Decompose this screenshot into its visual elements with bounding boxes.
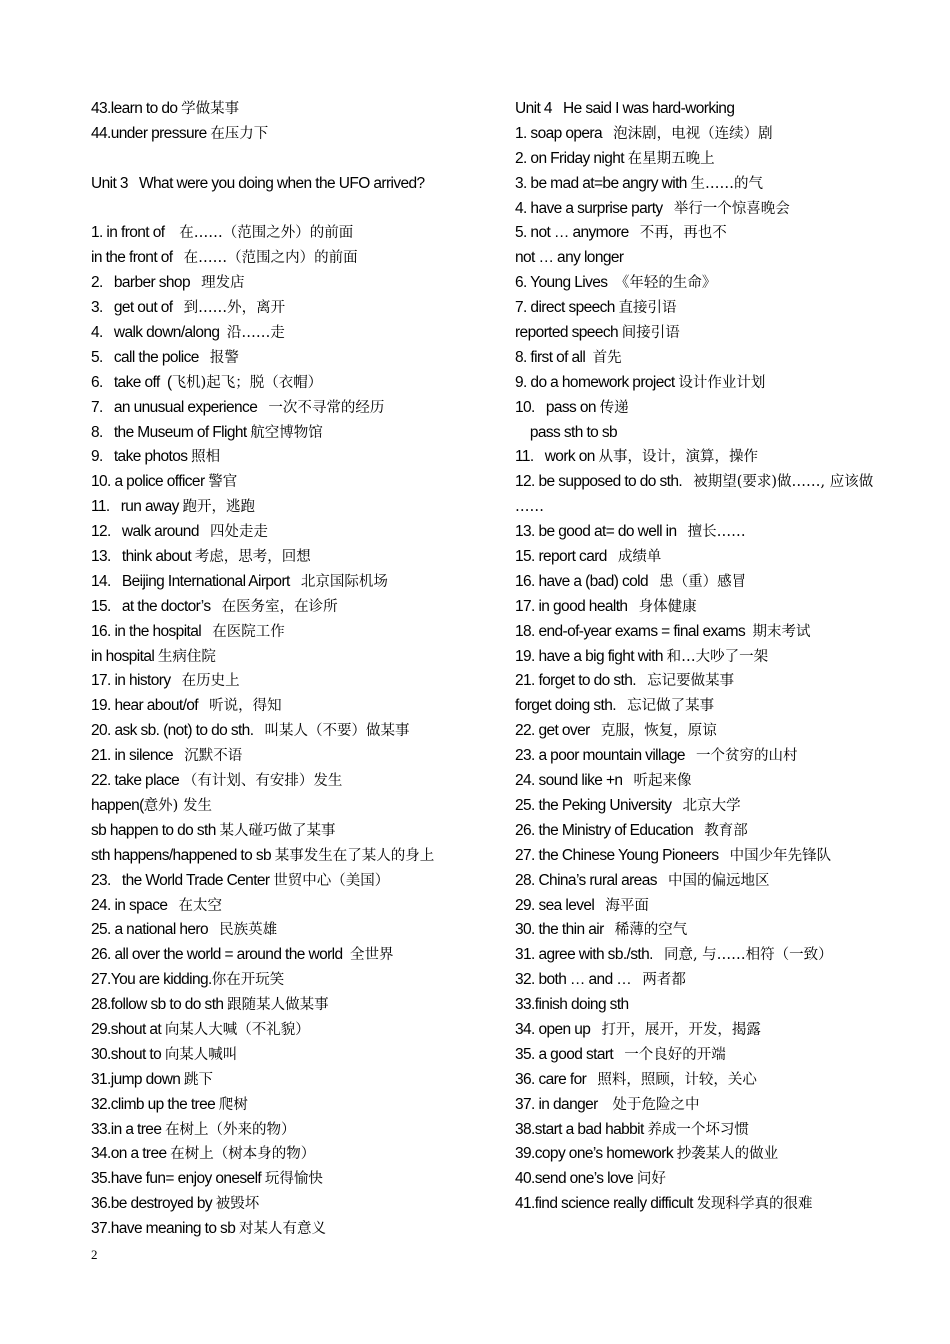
chinese-meaning: 北京大学 — [682, 797, 741, 814]
chinese-meaning: 一个良好的开端 — [624, 1046, 726, 1063]
chinese-meaning: 一次不寻常的经历 — [268, 399, 385, 416]
english-phrase: 30.shout to — [91, 1045, 165, 1063]
chinese-meaning: 生病住院 — [157, 648, 216, 665]
english-phrase: 2. barber shop — [91, 274, 202, 292]
chinese-meaning: 成绩单 — [617, 549, 662, 566]
chinese-meaning: 听起来像 — [633, 773, 692, 790]
english-phrase: 32.climb up the tree — [91, 1095, 219, 1113]
chinese-meaning: 直接引语 — [618, 300, 677, 317]
english-phrase: Unit 3 What were you doing when the UFO arrived? — [91, 174, 425, 192]
english-phrase: 6. Young Lives — [515, 274, 615, 292]
vocab-line — [91, 396, 491, 421]
chinese-meaning: 某事发生在了某人的身上 — [274, 847, 435, 864]
chinese-meaning: 照相 — [191, 449, 221, 466]
vocab-line — [91, 122, 491, 147]
vocab-line — [515, 1192, 915, 1217]
english-phrase: 24. sound like +n — [515, 772, 634, 790]
chinese-meaning: 爬树 — [218, 1096, 248, 1113]
vocab-line — [515, 894, 915, 919]
chinese-meaning: 中国的偏远地区 — [667, 872, 770, 889]
vocab-line — [91, 694, 491, 719]
english-phrase: 37. in danger — [515, 1095, 613, 1113]
vocab-line — [91, 271, 491, 296]
english-phrase: 16. have a (bad) cold — [515, 572, 660, 590]
vocab-line — [91, 744, 491, 769]
vocab-line — [91, 445, 491, 470]
english-phrase: 11. run away — [91, 498, 183, 516]
english-phrase: 38.start a bad habbit — [515, 1120, 648, 1138]
vocab-line — [515, 470, 915, 495]
chinese-meaning: 在树上（外来的物） — [165, 1121, 296, 1138]
english-phrase: 31. agree with sb./sth. — [515, 946, 664, 964]
english-phrase: 21. forget to do sth. — [515, 672, 648, 690]
vocab-line — [515, 197, 915, 222]
vocab-line — [91, 645, 491, 670]
english-phrase: 5. call the police — [91, 348, 210, 366]
vocab-line — [91, 844, 491, 869]
english-phrase: 39.copy one’s homework — [515, 1145, 677, 1163]
english-phrase: 17. in history — [91, 672, 182, 690]
vocab-line — [91, 894, 491, 919]
english-phrase: Unit 4 He said I was hard-working — [515, 100, 735, 117]
vocab-line — [91, 197, 491, 222]
vocab-line — [515, 943, 915, 968]
english-phrase: 10. a police officer — [91, 473, 209, 491]
vocab-line — [515, 1118, 915, 1143]
english-phrase: 36.be destroyed by — [91, 1195, 216, 1213]
vocab-line — [515, 495, 915, 520]
chinese-meaning: 警官 — [208, 474, 238, 491]
vocab-line — [515, 1018, 915, 1043]
vocab-line — [91, 869, 491, 894]
english-phrase: 33.finish doing sth — [515, 996, 629, 1014]
chinese-meaning: 对某人有意义 — [238, 1221, 326, 1238]
vocab-line — [91, 1192, 491, 1217]
chinese-meaning: 举行一个惊喜晚会 — [673, 200, 790, 217]
vocab-line — [91, 595, 491, 620]
english-phrase: 31.jump down — [91, 1070, 185, 1088]
chinese-meaning: 世贸中心（美国） — [273, 872, 390, 889]
vocab-line — [515, 147, 915, 172]
vocab-line — [515, 1167, 915, 1192]
chinese-meaning: 首先 — [592, 349, 622, 366]
vocab-line — [91, 346, 491, 371]
chinese-meaning: 被毁坏 — [215, 1196, 260, 1213]
chinese-meaning: 在压力下 — [210, 125, 269, 142]
english-phrase: 20. ask sb. (not) to do sth. — [91, 722, 265, 740]
chinese-meaning: 发现科学真的很难 — [696, 1196, 813, 1213]
chinese-meaning: 身体健康 — [638, 598, 697, 615]
vocab-line — [91, 993, 491, 1018]
chinese-meaning: 海平面 — [605, 897, 649, 914]
vocab-line — [91, 719, 491, 744]
english-phrase: 3. get out of — [91, 299, 184, 317]
english-phrase: 15. at the doctor’s — [91, 597, 222, 615]
vocab-line — [515, 794, 915, 819]
vocab-line — [515, 1142, 915, 1167]
chinese-meaning: 在医院工作 — [212, 623, 285, 640]
vocab-line — [515, 296, 915, 321]
vocab-line — [91, 495, 491, 520]
vocab-line — [515, 620, 915, 645]
chinese-meaning: 叫某人（不要）做某事 — [264, 723, 410, 740]
chinese-meaning: 在树上（树本身的物） — [170, 1146, 316, 1163]
chinese-meaning: 全世界 — [349, 947, 394, 964]
vocab-line — [91, 1068, 491, 1093]
english-phrase: 4. have a surprise party — [515, 199, 674, 217]
english-phrase: forget doing sth. — [515, 697, 628, 715]
chinese-meaning: 和…大吵了一架 — [666, 648, 769, 665]
english-phrase: 34. open up — [515, 1020, 602, 1038]
english-phrase: 35.have fun= enjoy oneself — [91, 1170, 265, 1188]
chinese-meaning: 擅长…… — [687, 524, 746, 541]
vocab-line — [91, 1142, 491, 1167]
vocab-line — [91, 470, 491, 495]
vocab-line — [515, 545, 915, 570]
vocab-line — [91, 545, 491, 570]
chinese-meaning: 《年轻的生命》 — [614, 275, 717, 292]
chinese-meaning: 飞机)起飞；脱（衣帽） — [171, 374, 323, 391]
chinese-meaning: 跑开，逃跑 — [182, 499, 256, 516]
chinese-meaning: 航空博物馆 — [250, 424, 323, 441]
english-phrase: 24. in space — [91, 896, 179, 914]
chinese-meaning: 跳下 — [184, 1071, 214, 1088]
vocab-line — [515, 221, 915, 246]
vocab-line — [515, 819, 915, 844]
english-phrase: happen( — [91, 796, 144, 814]
vocab-line — [91, 1217, 491, 1242]
chinese-meaning: 忘记做了某事 — [627, 698, 715, 715]
chinese-meaning: 问好 — [636, 1171, 666, 1188]
english-phrase: 29. sea level — [515, 896, 606, 914]
english-phrase: 8. first of all — [515, 348, 593, 366]
english-phrase: 5. not … anymore — [515, 224, 640, 242]
vocab-line — [515, 346, 915, 371]
chinese-meaning: 到……外，离开 — [183, 300, 286, 317]
vocab-line — [515, 1043, 915, 1068]
english-phrase: 13. think about — [91, 548, 195, 566]
vocab-line — [515, 918, 915, 943]
english-phrase: 9. take photos — [91, 448, 192, 466]
chinese-meaning: 传递 — [599, 399, 629, 416]
vocab-line — [91, 819, 491, 844]
chinese-meaning: 不再，再也不 — [639, 225, 727, 242]
chinese-meaning: 向某人喊叫 — [164, 1046, 238, 1063]
vocab-line — [515, 769, 915, 794]
vocab-line — [91, 1167, 491, 1192]
english-phrase: 41.find science really difficult — [515, 1195, 697, 1213]
english-phrase: 15. report card — [515, 548, 618, 566]
english-phrase: 14. Beijing International Airport — [91, 572, 301, 590]
chinese-meaning: 在太空 — [178, 897, 223, 914]
vocab-line — [91, 570, 491, 595]
english-phrase: 1. soap opera — [515, 124, 614, 142]
vocab-line — [91, 769, 491, 794]
chinese-meaning: 设计作业计划 — [678, 374, 766, 391]
vocab-line — [515, 396, 915, 421]
vocab-line — [91, 1093, 491, 1118]
chinese-meaning: 报警 — [209, 349, 239, 366]
chinese-meaning: 北京国际机场 — [300, 573, 388, 590]
chinese-meaning: 在医务室，在诊所 — [221, 598, 338, 615]
english-phrase: 40.send one’s love — [515, 1170, 637, 1188]
english-phrase: pass sth to sb — [515, 423, 618, 441]
right-column — [515, 97, 915, 1217]
english-phrase: 12. walk around — [91, 523, 210, 541]
vocab-line — [91, 918, 491, 943]
vocab-line — [515, 744, 915, 769]
chinese-meaning: 克服，恢复，原谅 — [600, 723, 717, 740]
vocab-line — [515, 371, 915, 396]
english-phrase: reported speech — [515, 324, 622, 342]
chinese-meaning: 在历史上 — [181, 673, 240, 690]
vocab-line — [515, 694, 915, 719]
chinese-meaning: 某人碰巧做了某事 — [219, 822, 336, 839]
chinese-meaning: 民族英雄 — [219, 922, 278, 939]
chinese-meaning: 一个贫穷的山村 — [696, 748, 798, 765]
vocab-line — [91, 371, 491, 396]
chinese-meaning: 沿……走 — [226, 325, 285, 342]
english-phrase: 28.follow sb to do sth — [91, 996, 228, 1014]
english-phrase: sb happen to do sth — [91, 821, 220, 839]
english-phrase: 12. be supposed to do sth. — [515, 473, 694, 491]
english-phrase: 26. all over the world = around the world — [91, 946, 350, 964]
english-phrase: 22. take place — [91, 772, 183, 790]
chinese-meaning: 稀薄的空气 — [614, 922, 688, 939]
english-phrase: 7. an unusual experience — [91, 398, 269, 416]
vocab-line — [515, 1093, 915, 1118]
english-phrase: 25. the Peking University — [515, 796, 683, 814]
vocab-line — [91, 968, 491, 993]
english-phrase: 4. walk down/along — [91, 324, 227, 342]
chinese-meaning: 你在开玩笑 — [211, 972, 285, 989]
vocab-line — [515, 172, 915, 197]
english-phrase: not … any longer — [515, 249, 624, 267]
vocab-line — [91, 296, 491, 321]
vocab-line — [515, 968, 915, 993]
chinese-meaning: 向某人大喊（不礼貌） — [164, 1021, 310, 1038]
vocab-line — [515, 246, 915, 271]
chinese-meaning: 跟随某人做某事 — [227, 997, 329, 1014]
chinese-meaning: 患（重）感冒 — [659, 573, 747, 590]
vocab-line — [91, 943, 491, 968]
english-phrase: 11. work on — [515, 448, 599, 466]
english-phrase: 22. get over — [515, 722, 601, 740]
vocab-line — [91, 620, 491, 645]
vocab-line — [91, 1043, 491, 1068]
chinese-meaning: 打开，展开，开发，揭露 — [601, 1021, 761, 1038]
chinese-meaning: 在……（范围之外）的前面 — [179, 225, 354, 242]
chinese-meaning: 中国少年先锋队 — [729, 847, 832, 864]
english-phrase: 9. do a homework project — [515, 373, 679, 391]
english-phrase: 10. pass on — [515, 398, 600, 416]
english-phrase: 19. hear about/of — [91, 697, 210, 715]
vocab-line — [91, 669, 491, 694]
chinese-meaning: 理发店 — [201, 275, 245, 292]
vocab-line — [91, 421, 491, 446]
chinese-meaning: 间接引语 — [621, 325, 680, 342]
english-phrase: 23. the World Trade Center — [91, 871, 274, 889]
chinese-meaning: 抄袭某人的做业 — [676, 1146, 779, 1163]
chinese-meaning: 忘记要做某事 — [647, 673, 735, 690]
english-phrase: 43.learn to do — [91, 100, 182, 117]
vocab-line — [91, 1018, 491, 1043]
vocab-line — [91, 97, 491, 122]
chinese-meaning: 被期望(要求)做……, 应该做 — [693, 474, 874, 491]
left-column — [91, 97, 491, 1242]
vocab-line — [91, 520, 491, 545]
english-phrase: sth happens/happened to sb — [91, 846, 275, 864]
chinese-meaning: 两者都 — [642, 972, 686, 989]
chinese-meaning: 考虑，思考，回想 — [194, 549, 311, 566]
english-phrase: in the front of — [91, 249, 184, 267]
vocab-line — [515, 669, 915, 694]
vocab-line — [515, 122, 915, 147]
vocab-line — [515, 97, 915, 122]
vocab-line — [515, 520, 915, 545]
english-phrase: 2. on Friday night — [515, 149, 628, 167]
english-phrase: 1. in front of — [91, 224, 180, 242]
chinese-meaning: 学做某事 — [181, 101, 240, 117]
english-phrase: 13. be good at= do well in — [515, 523, 688, 541]
english-phrase: 18. end-of-year exams = final exams — [515, 622, 753, 640]
vocab-line — [515, 595, 915, 620]
chinese-meaning: 生……的气 — [690, 175, 764, 192]
chinese-meaning: 从事，设计，演算，操作 — [598, 449, 758, 466]
english-phrase: 32. both … and … — [515, 971, 643, 989]
english-phrase: 27. the Chinese Young Pioneers — [515, 846, 730, 864]
chinese-meaning: 在……（范围之内）的前面 — [183, 250, 358, 267]
chinese-meaning: 同意, 与……相符（一致） — [663, 947, 833, 964]
vocab-line — [91, 794, 491, 819]
chinese-meaning: 养成一个坏习惯 — [647, 1121, 749, 1138]
vocab-line — [91, 221, 491, 246]
english-phrase: 25. a national hero — [91, 921, 220, 939]
vocab-line — [515, 421, 915, 446]
chinese-meaning: （有计划、有安排）发生 — [182, 773, 343, 790]
english-phrase: 7. direct speech — [515, 299, 619, 317]
vocab-line — [515, 321, 915, 346]
english-phrase: 17. in good health — [515, 597, 639, 615]
chinese-meaning: 四处走走 — [209, 524, 268, 541]
chinese-meaning: 在星期五晚上 — [627, 150, 715, 167]
vocab-line — [515, 445, 915, 470]
vocab-line — [515, 271, 915, 296]
english-phrase: 28. China’s rural areas — [515, 871, 668, 889]
vocab-line — [515, 570, 915, 595]
english-phrase: 36. care for — [515, 1070, 598, 1088]
chinese-meaning: 处于危险之中 — [612, 1096, 700, 1113]
vocab-line — [91, 1118, 491, 1143]
english-phrase: 19. have a big fight with — [515, 647, 667, 665]
vocab-line — [515, 719, 915, 744]
vocab-line — [515, 645, 915, 670]
chinese-meaning: 听说，得知 — [209, 698, 282, 715]
chinese-meaning: 玩得愉快 — [264, 1171, 323, 1188]
chinese-meaning: …… — [515, 499, 544, 516]
vocab-line — [515, 1068, 915, 1093]
english-phrase: 37.have meaning to sb — [91, 1220, 239, 1238]
english-phrase: 33.in a tree — [91, 1120, 166, 1138]
english-phrase: 30. the thin air — [515, 921, 615, 939]
english-phrase: 8. the Museum of Flight — [91, 423, 251, 441]
english-phrase: 23. a poor mountain village — [515, 747, 697, 765]
chinese-meaning: 教育部 — [704, 822, 748, 839]
english-phrase: 21. in silence — [91, 747, 185, 765]
english-phrase: 44.under pressure — [91, 124, 211, 142]
chinese-meaning: 泡沫剧，电视（连续）剧 — [613, 125, 773, 142]
english-phrase: 29.shout at — [91, 1020, 165, 1038]
english-phrase: 34.on a tree — [91, 1145, 171, 1163]
vocab-line — [515, 993, 915, 1018]
english-phrase: 6. take off ( — [91, 373, 172, 391]
vocab-line — [91, 172, 491, 197]
vocab-line — [91, 246, 491, 271]
english-phrase: 27.You are kidding. — [91, 971, 212, 989]
vocab-line — [91, 321, 491, 346]
english-phrase: 26. the Ministry of Education — [515, 821, 705, 839]
vocab-line — [515, 869, 915, 894]
page-number: 2 — [91, 1247, 98, 1262]
english-phrase: 35. a good start — [515, 1045, 625, 1063]
chinese-meaning: 意外) 发生 — [143, 797, 212, 814]
chinese-meaning: 照料，照顾，计较，关心 — [597, 1071, 757, 1088]
english-phrase: 3. be mad at=be angry with — [515, 174, 691, 192]
english-phrase: in hospital — [91, 647, 158, 665]
chinese-meaning: 期末考试 — [752, 623, 811, 640]
chinese-meaning: 沉默不语 — [184, 748, 243, 765]
vocab-line — [91, 147, 491, 172]
english-phrase: 16. in the hospital — [91, 622, 213, 640]
vocab-line — [515, 844, 915, 869]
